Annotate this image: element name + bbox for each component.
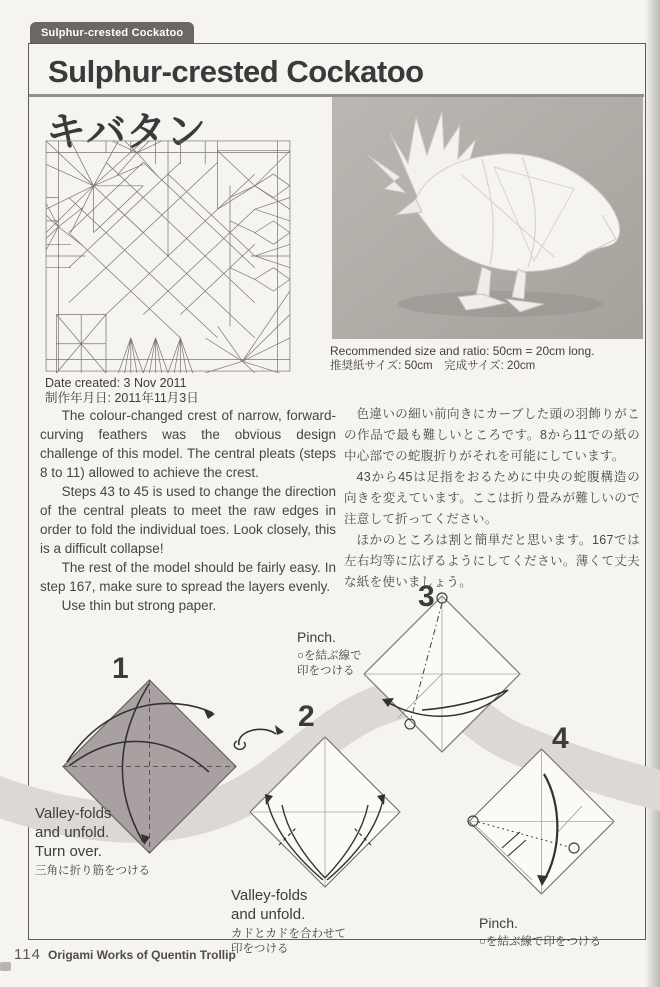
- caption-line: Valley-folds: [35, 805, 112, 822]
- description-english: [40, 406, 336, 615]
- step-1-caption: [35, 804, 155, 879]
- step-2-caption: [231, 886, 371, 957]
- page-number: 114: [14, 946, 41, 963]
- scan-artifact: [0, 962, 11, 971]
- caption-line-ja: ○を結ぶ線で: [297, 650, 362, 662]
- caption-line-ja: ○を結ぶ線で印をつける: [479, 936, 601, 948]
- book-title: Origami Works of Quentin Trollip: [48, 948, 236, 962]
- paragraph: Use thin but strong paper.: [61, 598, 217, 613]
- paragraph: The colour-changed crest of narrow, forward-curving feathers was the obvious design challenge of this model. The central pleats (steps 8 to 11) allowed to achieve the crest.: [40, 408, 336, 480]
- caption-line-ja: カドとカドを合わせて: [231, 928, 346, 940]
- photo-caption-ja: 推奨紙サイズ: 50cm 完成サイズ: 20cm: [330, 360, 536, 372]
- step-number: 3: [418, 580, 435, 613]
- paragraph: The rest of the model should be fairly easy. In step 167, make sure to spread the layers evenly.: [40, 560, 336, 594]
- caption-line: Turn over.: [35, 843, 102, 860]
- crease-pattern-diagram: [44, 139, 292, 373]
- description-japanese: [344, 404, 640, 593]
- page-title: Sulphur-crested Cockatoo: [48, 54, 424, 89]
- caption-line: and unfold.: [231, 906, 306, 923]
- caption-line-ja: 印をつける: [297, 665, 355, 677]
- page-title-japanese: キバタン: [46, 110, 206, 154]
- step-number: 2: [298, 700, 315, 733]
- caption-line: Valley-folds: [231, 887, 308, 904]
- caption-line-ja: 三角に折り筋をつける: [35, 865, 150, 877]
- step-4-diagram: [464, 744, 619, 899]
- step-number: 1: [112, 652, 129, 685]
- caption-line: and unfold.: [35, 824, 110, 841]
- date-created-en: Date created: 3 Nov 2011: [45, 376, 187, 390]
- caption-line: Pinch.: [297, 629, 336, 645]
- date-created-ja: 制作年月日: 2011年11月3日: [45, 391, 199, 405]
- section-tab: [30, 22, 194, 44]
- paragraph: 色違いの細い前向きにカーブした頭の羽飾りがこの作品で最も難しいところです。8から11での紙の中心部での蛇腹折りがそれを可能にしています。: [344, 407, 640, 463]
- paragraph: 43から45は足指をおるために中央の蛇腹構造の向きを変えています。ここは折り畳みが難しいので注意して折ってください。: [344, 470, 640, 526]
- step-4-caption: [479, 914, 649, 950]
- caption-line-ja: 印をつける: [231, 943, 289, 955]
- step-number: 4: [552, 722, 569, 755]
- section-tab-label: Sulphur-crested Cockatoo: [41, 27, 184, 39]
- photo-caption-en: Recommended size and ratio: 50cm = 20cm long.: [330, 344, 595, 358]
- turn-over-symbol: [232, 720, 284, 756]
- photo-caption: [330, 344, 642, 374]
- step-3-caption: [297, 628, 397, 679]
- paragraph: Steps 43 to 45 is used to change the direction of the central pleats to meet the raw edges in order to fold the individual toes. Look closely, this is a difficult collapse!: [40, 484, 336, 556]
- caption-line: Pinch.: [479, 915, 518, 931]
- date-created: [45, 376, 199, 406]
- model-photo: [332, 97, 643, 339]
- paragraph: ほかのところは割と簡単だと思います。167では左右均等に広げるようにしてください。薄くて丈夫な紙を使いましょう。: [344, 533, 640, 589]
